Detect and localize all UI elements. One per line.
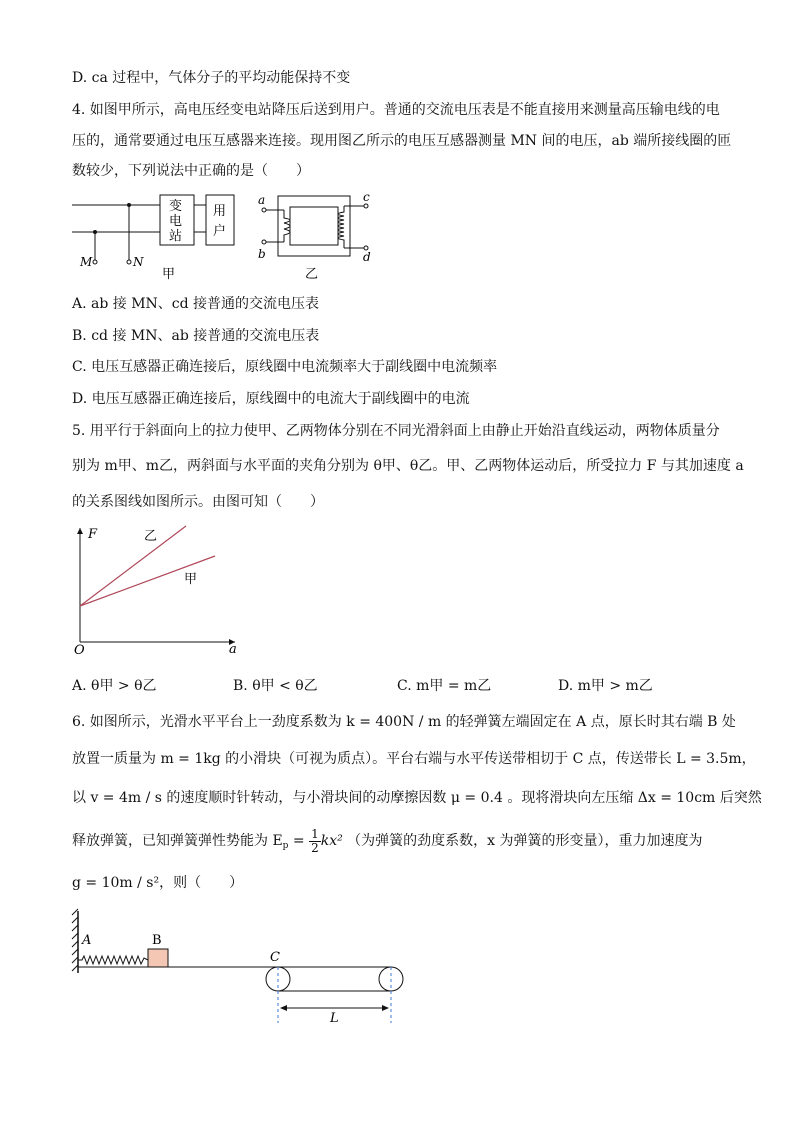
equals-sign: =	[292, 833, 305, 849]
q5-option-b: B. θ甲 < θ乙	[233, 678, 318, 694]
substation-char-2: 电	[169, 214, 183, 229]
q3-option-d: D. ca 过程中，气体分子的平均动能保持不变	[72, 70, 351, 86]
q5-stem-line-3: 的关系图线如图所示。由图可知（ ）	[72, 494, 324, 510]
q6-stem-line-1: 6. 如图所示，光滑水平平台上一劲度系数为 k = 400N / m 的轻弹簧左端固定在 A 点，原长时其右端 B 处	[72, 714, 736, 730]
fraction-one-half: $\frac{1}{2}$	[311, 826, 319, 855]
q5-option-a: A. θ甲 > θ乙	[72, 678, 157, 694]
origin-label: O	[74, 643, 85, 658]
fig-yi-caption: 乙	[305, 267, 319, 282]
spring	[78, 956, 148, 964]
label-A: A	[82, 933, 92, 948]
slider-block	[148, 949, 168, 967]
q5-stem-line-2: 别为 m甲、m乙，两斜面与水平面的夹角分别为 θ甲、θ乙。甲、乙两物体运动后，所受拉力 F 与其加速度 a	[72, 458, 744, 474]
label-N: N	[133, 255, 144, 269]
q4-figure-yi	[256, 190, 376, 285]
subscript-p: p	[282, 841, 289, 851]
label-M: M	[80, 255, 93, 269]
label-b: b	[258, 247, 266, 261]
y-axis-label: F	[88, 527, 98, 542]
q6-spring-conveyor-figure	[70, 903, 410, 1025]
q6-energy-text: 释放弹簧，已知弹簧弹性势能为 E	[72, 833, 283, 849]
q6-stem-line-5: g = 10m / s²，则（ ）	[72, 875, 244, 891]
q4-stem-line-2: 压的，通常要通过电压互感器来连接。现用图乙所示的电压互感器测量 MN 间的电压，ab 端所接线圈的匝	[72, 133, 732, 149]
q5-stem-line-1: 5. 用平行于斜面向上的拉力使甲、乙两物体分别在不同光滑斜面上由静止开始沿直线运动，两物体质量分	[72, 423, 720, 439]
label-c: c	[363, 190, 370, 204]
q4-option-a: A. ab 接 MN、cd 接普通的交流电压表	[72, 296, 320, 312]
substation-char-3: 站	[169, 229, 183, 244]
label-L: L	[330, 1011, 339, 1026]
label-B: B	[152, 933, 162, 948]
substation-char-1: 变	[169, 199, 183, 214]
q4-stem-line-3: 数较少，下列说法中正确的是（ ）	[72, 163, 310, 179]
line-jia-label: 甲	[184, 572, 198, 587]
q5-force-acceleration-graph	[72, 522, 242, 657]
user-char-2: 户	[213, 224, 227, 239]
x-axis-label: a	[229, 642, 237, 657]
q4-option-d: D. 电压互感器正确连接后，原线圈中的电流大于副线圈中的电流	[72, 391, 470, 407]
q6-energy-note: （为弹簧的劲度系数，x 为弹簧的形变量），重力加速度为	[347, 833, 703, 849]
q5-option-d: D. m甲 > m乙	[558, 678, 653, 694]
line-yi-label: 乙	[144, 529, 158, 544]
wall-hatching	[72, 909, 78, 971]
q4-option-c: C. 电压互感器正确连接后，原线圈中电流频率大于副线圈中电流频率	[72, 359, 498, 375]
q4-figure-jia	[72, 190, 252, 285]
user-char-1: 用	[213, 204, 227, 219]
q6-stem-line-4	[72, 826, 703, 858]
q6-stem-line-2: 放置一质量为 m = 1kg 的小滑块（可视为质点）。平台右端与水平传送带相切于 C 点，传送带长 L = 3.5m，	[72, 751, 756, 767]
q5-option-c: C. m甲 = m乙	[397, 678, 492, 694]
kx-squared: kx²	[320, 833, 343, 849]
fig-jia-caption: 甲	[162, 267, 176, 282]
label-C: C	[270, 950, 280, 965]
label-a: a	[258, 193, 266, 207]
q4-stem-line-1: 4. 如图甲所示，高电压经变电站降压后送到用户。普通的交流电压表是不能直接用来测量高压输电线的电	[72, 102, 720, 118]
q6-stem-line-3: 以 v = 4m / s 的速度顺时针转动，与小滑块间的动摩擦因数 μ = 0.4 。现将滑块向左压缩 Δx = 10cm 后突然	[72, 790, 762, 806]
q4-option-b: B. cd 接 MN、ab 接普通的交流电压表	[72, 328, 320, 344]
label-d: d	[363, 250, 371, 264]
